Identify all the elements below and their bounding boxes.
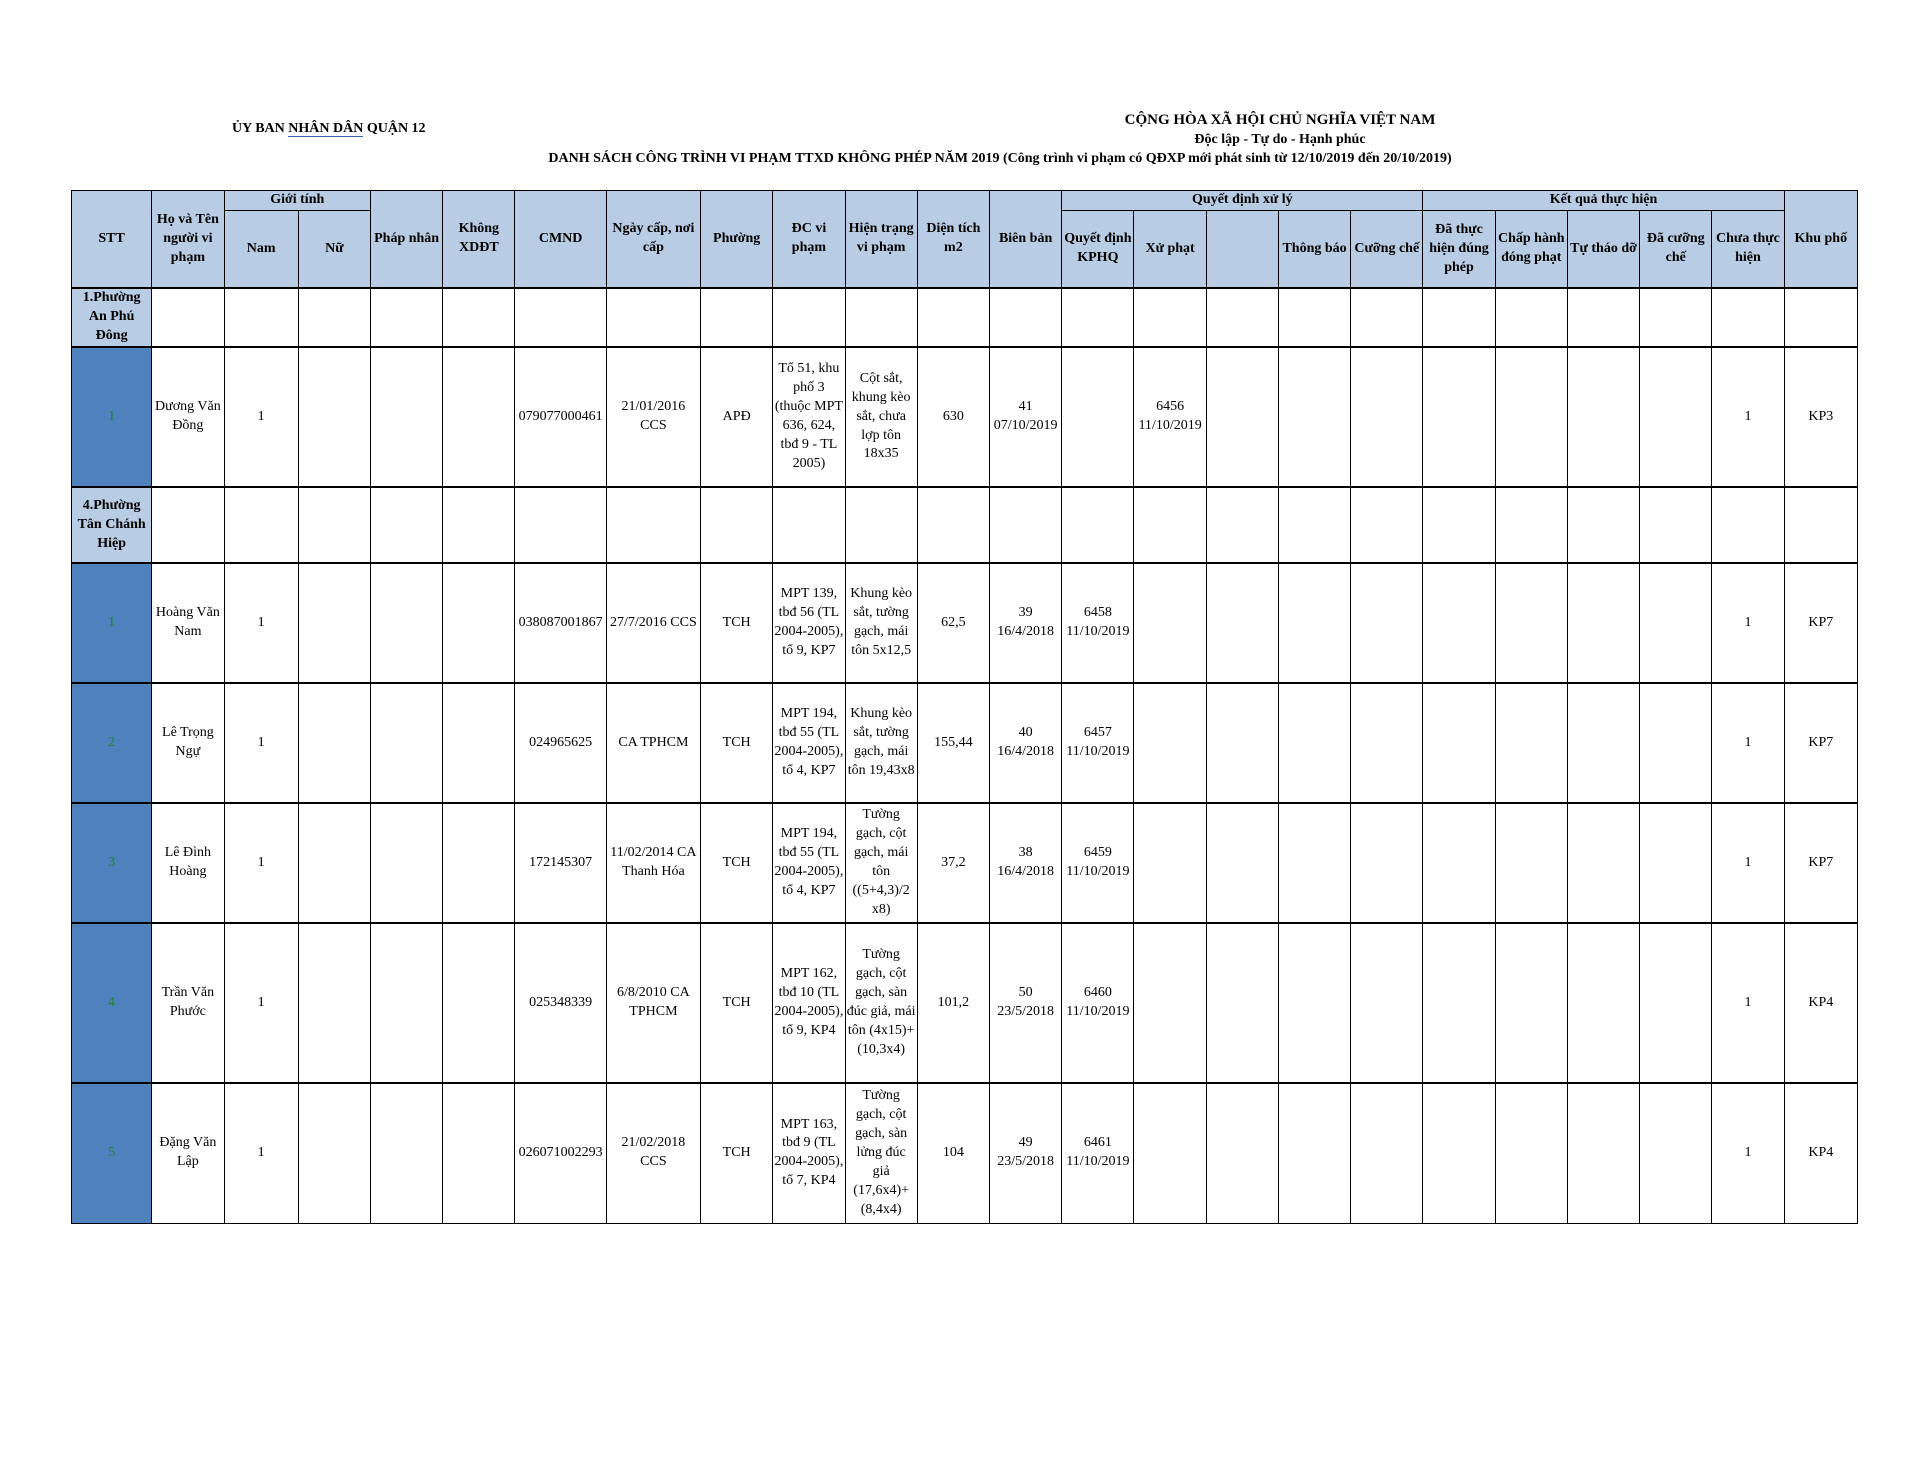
chap-hanh-cell [1495, 803, 1567, 923]
phuong-cell: TCH [701, 683, 773, 803]
blank-cell [1206, 683, 1278, 803]
xu-phat-cell: 6456 11/10/2019 [1134, 347, 1206, 487]
empty-cell [1206, 288, 1278, 347]
da-cuong-che-cell [1640, 347, 1712, 487]
name-cell: Trần Văn Phước [152, 923, 224, 1083]
empty-cell [773, 487, 845, 563]
cuong-che-cell [1351, 803, 1423, 923]
table-row [72, 683, 1858, 803]
chap-hanh-cell [1495, 923, 1567, 1083]
male-cell: 1 [224, 803, 298, 923]
col-cmnd: CMND [515, 191, 606, 289]
chua-thuc-hien-cell: 1 [1712, 347, 1784, 487]
qd-kphq-cell: 6458 11/10/2019 [1062, 563, 1134, 683]
chua-thuc-hien-cell: 1 [1712, 923, 1784, 1083]
empty-cell [701, 288, 773, 347]
empty-cell [1062, 288, 1134, 347]
empty-cell [515, 487, 606, 563]
ngay-cap-cell: CA TPHCM [606, 683, 700, 803]
col-ngay-cap: Ngày cấp, nơi cấp [606, 191, 700, 289]
thong-bao-cell [1278, 1083, 1350, 1223]
empty-cell [443, 288, 515, 347]
blank-cell [1206, 803, 1278, 923]
empty-cell [515, 288, 606, 347]
male-cell: 1 [224, 683, 298, 803]
phuong-cell: TCH [701, 1083, 773, 1223]
cmnd-cell: 026071002293 [515, 1083, 606, 1223]
phuong-cell: TCH [701, 923, 773, 1083]
stt-cell: 5 [72, 1083, 152, 1223]
empty-cell [1784, 487, 1857, 563]
phuong-cell: TCH [701, 803, 773, 923]
col-cuong-che: Cưỡng chế [1351, 210, 1423, 288]
phap-nhan-cell [370, 803, 442, 923]
thong-bao-cell [1278, 803, 1350, 923]
da-cuong-che-cell [1640, 683, 1712, 803]
chua-thuc-hien-cell: 1 [1712, 563, 1784, 683]
xu-phat-cell [1134, 683, 1206, 803]
empty-cell [1495, 487, 1567, 563]
dien-tich-cell: 155,44 [917, 683, 989, 803]
empty-cell [224, 487, 298, 563]
col-da-thuc-hien: Đã thực hiện đúng phép [1423, 210, 1495, 288]
xu-phat-cell [1134, 803, 1206, 923]
empty-cell [1423, 487, 1495, 563]
female-cell [298, 803, 370, 923]
da-cuong-che-cell [1640, 923, 1712, 1083]
empty-cell [443, 487, 515, 563]
bien-ban-cell: 50 23/5/2018 [990, 923, 1062, 1083]
da-thuc-hien-cell [1423, 347, 1495, 487]
table-body [72, 288, 1858, 1223]
empty-cell [1134, 288, 1206, 347]
empty-cell [990, 487, 1062, 563]
col-male: Nam [224, 210, 298, 288]
da-cuong-che-cell [1640, 803, 1712, 923]
document-title: DANH SÁCH CÔNG TRÌNH VI PHẠM TTXD KHÔNG PHÉP NĂM 2019 (Công trình vi phạm có QĐXP mới phát sinh từ 12/10/2019 đến 20/10/2019) [548, 151, 1452, 166]
empty-cell [1206, 487, 1278, 563]
phap-nhan-cell [370, 923, 442, 1083]
empty-cell [1712, 487, 1784, 563]
ngay-cap-cell: 11/02/2014 CA Thanh Hóa [606, 803, 700, 923]
tu-thao-do-cell [1567, 1083, 1639, 1223]
khu-pho-cell: KP7 [1784, 803, 1857, 923]
phap-nhan-cell [370, 683, 442, 803]
col-dc-vi-pham: ĐC vi phạm [773, 191, 845, 289]
authority-underlined: NHÂN DÂN [288, 121, 364, 136]
empty-cell [370, 288, 442, 347]
col-decision-group: Quyết định xử lý [1062, 191, 1423, 211]
khu-pho-cell: KP7 [1784, 563, 1857, 683]
hien-trang-cell: Khung kèo sắt, tường gạch, mái tôn 5x12,5 [845, 563, 917, 683]
tu-thao-do-cell [1567, 803, 1639, 923]
khu-pho-cell: KP4 [1784, 923, 1857, 1083]
empty-cell [370, 487, 442, 563]
empty-cell [1784, 288, 1857, 347]
dien-tich-cell: 37,2 [917, 803, 989, 923]
thong-bao-cell [1278, 347, 1350, 487]
cuong-che-cell [1351, 563, 1423, 683]
cmnd-cell: 024965625 [515, 683, 606, 803]
national-motto: Độc lập - Tự do - Hạnh phúc [1194, 132, 1366, 147]
table-row [72, 563, 1858, 683]
bien-ban-cell: 38 16/4/2018 [990, 803, 1062, 923]
male-cell: 1 [224, 563, 298, 683]
male-cell: 1 [224, 1083, 298, 1223]
blank-cell [1206, 923, 1278, 1083]
col-da-cuong-che: Đã cưỡng chế [1640, 210, 1712, 288]
da-thuc-hien-cell [1423, 683, 1495, 803]
dc-vi-pham-cell: MPT 194, tbđ 55 (TL 2004-2005), tổ 4, KP7 [773, 803, 845, 923]
col-female: Nữ [298, 210, 370, 288]
tu-thao-do-cell [1567, 347, 1639, 487]
chua-thuc-hien-cell: 1 [1712, 803, 1784, 923]
table-row [72, 803, 1858, 923]
chap-hanh-cell [1495, 347, 1567, 487]
cmnd-cell: 079077000461 [515, 347, 606, 487]
empty-cell [1495, 288, 1567, 347]
empty-cell [606, 487, 700, 563]
table-row [72, 347, 1858, 487]
empty-cell [298, 487, 370, 563]
da-thuc-hien-cell [1423, 923, 1495, 1083]
col-qd-kphq: Quyết định KPHQ [1062, 210, 1134, 288]
thong-bao-cell [1278, 563, 1350, 683]
qd-kphq-cell: 6457 11/10/2019 [1062, 683, 1134, 803]
col-phap-nhan: Pháp nhân [370, 191, 442, 289]
empty-cell [1567, 288, 1639, 347]
khu-pho-cell: KP7 [1784, 683, 1857, 803]
empty-cell [1640, 288, 1712, 347]
khu-pho-cell: KP3 [1784, 347, 1857, 487]
empty-cell [1278, 288, 1350, 347]
col-thong-bao: Thông báo [1278, 210, 1350, 288]
hien-trang-cell: Tường gạch, cột gạch, sàn đúc giả, mái tôn (4x15)+(10,3x4) [845, 923, 917, 1083]
empty-cell [845, 487, 917, 563]
col-stt: STT [72, 191, 152, 289]
female-cell [298, 563, 370, 683]
qd-kphq-cell: 6460 11/10/2019 [1062, 923, 1134, 1083]
bien-ban-cell: 49 23/5/2018 [990, 1083, 1062, 1223]
male-cell: 1 [224, 923, 298, 1083]
col-result-group: Kết quả thực hiện [1423, 191, 1784, 211]
stt-cell: 1 [72, 563, 152, 683]
name-cell: Hoàng Văn Nam [152, 563, 224, 683]
bien-ban-cell: 41 07/10/2019 [990, 347, 1062, 487]
empty-cell [298, 288, 370, 347]
section-title: 4.Phường Tân Chánh Hiệp [72, 487, 152, 563]
violation-table [71, 190, 1858, 1224]
cmnd-cell: 172145307 [515, 803, 606, 923]
chap-hanh-cell [1495, 1083, 1567, 1223]
phap-nhan-cell [370, 1083, 442, 1223]
male-cell: 1 [224, 347, 298, 487]
khong-xddt-cell [443, 347, 515, 487]
thong-bao-cell [1278, 683, 1350, 803]
bien-ban-cell: 39 16/4/2018 [990, 563, 1062, 683]
col-hien-trang: Hiện trạng vi phạm [845, 191, 917, 289]
name-cell: Lê Trọng Ngự [152, 683, 224, 803]
stt-cell: 3 [72, 803, 152, 923]
col-khong-xddt: Không XDĐT [443, 191, 515, 289]
xu-phat-cell [1134, 563, 1206, 683]
section-row [72, 487, 1858, 563]
empty-cell [990, 288, 1062, 347]
da-cuong-che-cell [1640, 563, 1712, 683]
col-xu-phat: Xử phạt [1134, 210, 1206, 288]
khu-pho-cell: KP4 [1784, 1083, 1857, 1223]
empty-cell [701, 487, 773, 563]
tu-thao-do-cell [1567, 683, 1639, 803]
cuong-che-cell [1351, 347, 1423, 487]
empty-cell [1567, 487, 1639, 563]
khong-xddt-cell [443, 683, 515, 803]
chua-thuc-hien-cell: 1 [1712, 1083, 1784, 1223]
section-row [72, 288, 1858, 347]
empty-cell [1278, 487, 1350, 563]
phap-nhan-cell [370, 563, 442, 683]
hien-trang-cell: Tường gạch, cột gạch, mái tôn ((5+4,3)/2 x8) [845, 803, 917, 923]
issuing-authority [232, 121, 426, 137]
dc-vi-pham-cell: MPT 162, tbđ 10 (TL 2004-2005), tổ 9, KP4 [773, 923, 845, 1083]
col-blank [1206, 210, 1278, 288]
dc-vi-pham-cell: MPT 139, tbđ 56 (TL 2004-2005), tổ 9, KP7 [773, 563, 845, 683]
name-cell: Dương Văn Đồng [152, 347, 224, 487]
col-khu-pho: Khu phố [1784, 191, 1857, 289]
name-cell: Lê Đình Hoàng [152, 803, 224, 923]
authority-text: ỦY BAN NHÂN DÂN QUẬN 12 [232, 121, 426, 136]
khong-xddt-cell [443, 563, 515, 683]
dien-tich-cell: 104 [917, 1083, 989, 1223]
stt-cell: 2 [72, 683, 152, 803]
col-dien-tich: Diện tích m2 [917, 191, 989, 289]
dien-tich-cell: 62,5 [917, 563, 989, 683]
empty-cell [1423, 288, 1495, 347]
table-row [72, 923, 1858, 1083]
dc-vi-pham-cell: MPT 194, tbđ 55 (TL 2004-2005), tổ 4, KP7 [773, 683, 845, 803]
cmnd-cell: 025348339 [515, 923, 606, 1083]
chap-hanh-cell [1495, 563, 1567, 683]
cuong-che-cell [1351, 1083, 1423, 1223]
xu-phat-cell [1134, 1083, 1206, 1223]
female-cell [298, 923, 370, 1083]
khong-xddt-cell [443, 923, 515, 1083]
hien-trang-cell: Khung kèo sắt, tường gạch, mái tôn 19,43x8 [845, 683, 917, 803]
bien-ban-cell: 40 16/4/2018 [990, 683, 1062, 803]
thong-bao-cell [1278, 923, 1350, 1083]
blank-cell [1206, 1083, 1278, 1223]
blank-cell [1206, 347, 1278, 487]
dien-tich-cell: 101,2 [917, 923, 989, 1083]
col-chua-thuc-hien: Chưa thực hiện [1712, 210, 1784, 288]
hien-trang-cell: Cột sắt, khung kèo sắt, chưa lợp tôn 18x35 [845, 347, 917, 487]
section-title: 1.Phường An Phú Đông [72, 288, 152, 347]
col-bien-ban: Biên bản [990, 191, 1062, 289]
empty-cell [1134, 487, 1206, 563]
empty-cell [917, 487, 989, 563]
phap-nhan-cell [370, 347, 442, 487]
chap-hanh-cell [1495, 683, 1567, 803]
dc-vi-pham-cell: Tổ 51, khu phố 3 (thuộc MPT 636, 624, tbđ 9 - TL 2005) [773, 347, 845, 487]
tu-thao-do-cell [1567, 923, 1639, 1083]
khong-xddt-cell [443, 1083, 515, 1223]
empty-cell [1640, 487, 1712, 563]
da-thuc-hien-cell [1423, 1083, 1495, 1223]
tu-thao-do-cell [1567, 563, 1639, 683]
col-tu-thao-do: Tự tháo dỡ [1567, 210, 1639, 288]
empty-cell [1351, 288, 1423, 347]
xu-phat-cell [1134, 923, 1206, 1083]
qd-kphq-cell [1062, 347, 1134, 487]
blank-cell [1206, 563, 1278, 683]
dc-vi-pham-cell: MPT 163, tbđ 9 (TL 2004-2005), tổ 7, KP4 [773, 1083, 845, 1223]
col-chap-hanh: Chấp hành đóng phạt [1495, 210, 1567, 288]
col-phuong: Phường [701, 191, 773, 289]
female-cell [298, 683, 370, 803]
empty-cell [152, 288, 224, 347]
cmnd-cell: 038087001867 [515, 563, 606, 683]
khong-xddt-cell [443, 803, 515, 923]
empty-cell [1712, 288, 1784, 347]
ngay-cap-cell: 21/02/2018 CCS [606, 1083, 700, 1223]
national-title: CỘNG HÒA XÃ HỘI CHỦ NGHĨA VIỆT NAM [1124, 112, 1436, 128]
da-cuong-che-cell [1640, 1083, 1712, 1223]
empty-cell [1351, 487, 1423, 563]
empty-cell [606, 288, 700, 347]
ngay-cap-cell: 6/8/2010 CA TPHCM [606, 923, 700, 1083]
empty-cell [773, 288, 845, 347]
ngay-cap-cell: 21/01/2016 CCS [606, 347, 700, 487]
cuong-che-cell [1351, 683, 1423, 803]
female-cell [298, 1083, 370, 1223]
empty-cell [845, 288, 917, 347]
table-row [72, 1083, 1858, 1223]
name-cell: Đặng Văn Lập [152, 1083, 224, 1223]
female-cell [298, 347, 370, 487]
stt-cell: 1 [72, 347, 152, 487]
empty-cell [1062, 487, 1134, 563]
stt-cell: 4 [72, 923, 152, 1083]
empty-cell [224, 288, 298, 347]
hien-trang-cell: Tường gạch, cột gạch, sàn lửng đúc giả (17,6x4)+(8,4x4) [845, 1083, 917, 1223]
da-thuc-hien-cell [1423, 803, 1495, 923]
da-thuc-hien-cell [1423, 563, 1495, 683]
qd-kphq-cell: 6459 11/10/2019 [1062, 803, 1134, 923]
col-gender-group: Giới tính [224, 191, 370, 211]
cuong-che-cell [1351, 923, 1423, 1083]
phuong-cell: TCH [701, 563, 773, 683]
qd-kphq-cell: 6461 11/10/2019 [1062, 1083, 1134, 1223]
dien-tich-cell: 630 [917, 347, 989, 487]
col-name: Họ và Tên người vi phạm [152, 191, 224, 289]
ngay-cap-cell: 27/7/2016 CCS [606, 563, 700, 683]
chua-thuc-hien-cell: 1 [1712, 683, 1784, 803]
empty-cell [152, 487, 224, 563]
empty-cell [917, 288, 989, 347]
phuong-cell: APĐ [701, 347, 773, 487]
